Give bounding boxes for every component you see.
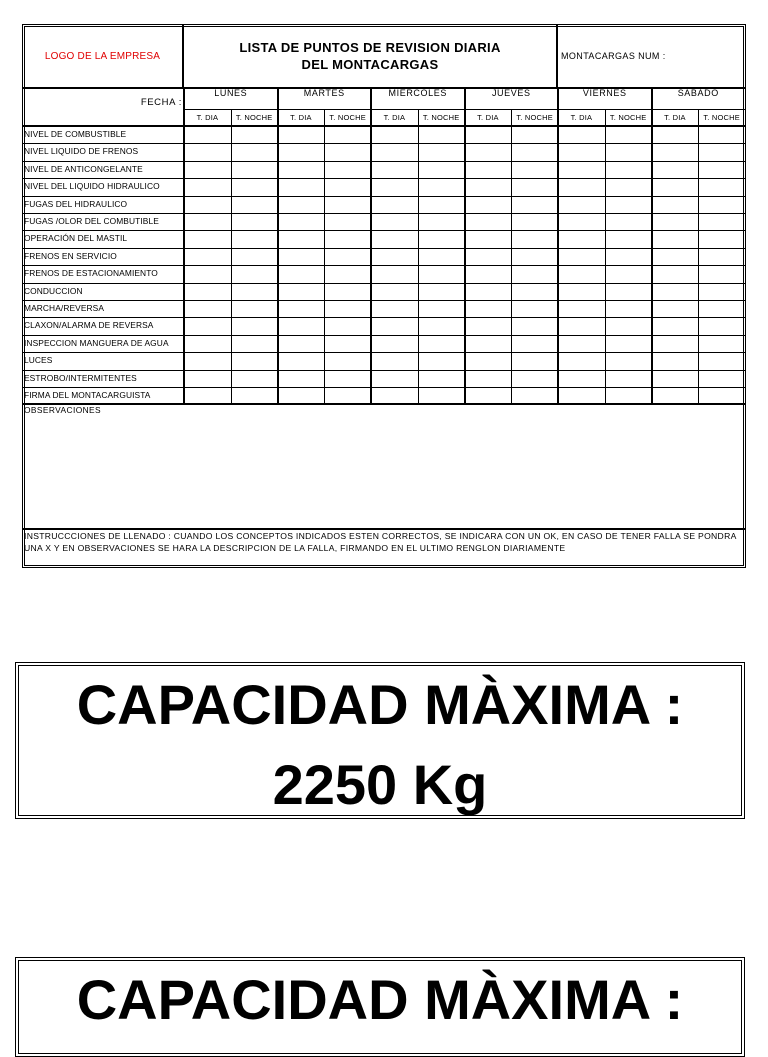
check-cell[interactable] [465,317,512,334]
shift-day-label: T. DIA [383,113,406,122]
checkpoint-label: NIVEL LIQUIDO DE FRENOS [24,146,139,157]
check-cell[interactable] [465,126,512,143]
check-cell[interactable] [465,300,512,317]
check-cell[interactable] [371,196,418,213]
check-cell[interactable] [184,213,231,230]
check-cell[interactable] [231,126,278,143]
check-cell[interactable] [371,265,418,282]
check-cell[interactable] [511,161,558,178]
shift-day-label: T. DIA [477,113,499,122]
form-title [184,25,558,87]
check-cell[interactable] [231,335,278,352]
check-cell[interactable] [324,178,371,195]
capacity-sign [15,662,745,819]
check-cell[interactable] [418,387,465,404]
check-cell[interactable] [324,283,371,300]
check-cell[interactable] [465,161,512,178]
checkpoint-label: FUGAS DEL HIDRAULICO [24,198,128,209]
check-cell[interactable] [278,335,325,352]
check-cell[interactable] [418,213,465,230]
check-cell[interactable] [511,143,558,160]
check-cell[interactable] [324,335,371,352]
check-cell[interactable] [184,178,231,195]
check-cell[interactable] [465,196,512,213]
check-cell[interactable] [698,178,745,195]
check-cell[interactable] [231,161,278,178]
check-cell[interactable] [511,213,558,230]
capacity-sign-value: 2250 Kg [272,753,488,816]
check-cell[interactable] [231,230,278,247]
check-cell[interactable] [231,387,278,404]
check-cell[interactable] [605,143,652,160]
checkpoint-label: NIVEL DE ANTICONGELANTE [24,163,143,174]
check-cell[interactable] [465,387,512,404]
check-cell[interactable] [184,335,231,352]
capacity-sign-repeat [15,957,745,1057]
check-cell[interactable] [371,143,418,160]
shift-night-label: T. NOCHE [329,113,366,122]
check-cell[interactable] [558,161,605,178]
check-cell[interactable] [231,248,278,265]
check-cell[interactable] [184,265,231,282]
check-cell[interactable] [184,230,231,247]
forklift-number-field: MONTACARGAS NUM : [561,51,666,61]
check-cell[interactable] [511,387,558,404]
check-cell[interactable] [278,352,325,369]
check-cell[interactable] [184,317,231,334]
check-cell[interactable] [418,335,465,352]
check-cell[interactable] [511,370,558,387]
shift-day-label: T. DIA [290,113,312,122]
check-cell[interactable] [698,387,745,404]
inspection-form [22,24,746,568]
check-cell[interactable] [605,248,652,265]
check-cell[interactable] [605,352,652,369]
check-cell[interactable] [324,248,371,265]
filling-instructions: INSTRUCCCIONES DE LLENADO : CUANDO LOS CONCEPTOS INDICADOS ESTEN CORRECTOS, SE INDICARA CON UN OK, EN CASO DE TENER FALLA SE PONDRA UNA X Y EN OBSERVACIONES SE HARA LA DESCRIPCION DE LA FALLA, FIRMANDO EN EL ULTIMO RENGLON DIARIAMENTE [24,531,737,553]
check-cell[interactable] [558,143,605,160]
check-cell[interactable] [652,265,699,282]
check-cell[interactable] [278,370,325,387]
check-cell[interactable] [511,283,558,300]
check-cell[interactable] [278,387,325,404]
check-cell[interactable] [371,335,418,352]
check-cell[interactable] [418,143,465,160]
form-title-line2: DEL MONTACARGAS [301,57,439,72]
check-cell[interactable] [558,178,605,195]
check-cell[interactable] [558,196,605,213]
check-cell[interactable] [324,387,371,404]
check-cell[interactable] [558,283,605,300]
shift-day-label: T. DIA [196,113,219,122]
check-cell[interactable] [652,352,699,369]
check-cell[interactable] [698,196,745,213]
check-cell[interactable] [324,265,371,282]
check-cell[interactable] [652,178,699,195]
check-cell[interactable] [558,387,605,404]
check-cell[interactable] [511,317,558,334]
check-cell[interactable] [698,248,745,265]
checkpoint-label: CLAXON/ALARMA DE REVERSA [24,320,154,331]
check-cell[interactable] [558,213,605,230]
check-cell[interactable] [324,196,371,213]
shift-night-label: T. NOCHE [703,113,740,122]
check-cell[interactable] [418,126,465,143]
day-label-2: MARTES [303,88,345,98]
observations-label: OBSERVACIONES [24,405,102,415]
check-cell[interactable] [698,317,745,334]
check-cell[interactable] [465,143,512,160]
check-cell[interactable] [558,300,605,317]
check-cell[interactable] [558,317,605,334]
check-cell[interactable] [652,248,699,265]
check-cell[interactable] [511,230,558,247]
check-cell[interactable] [605,196,652,213]
checkpoint-label: LUCES [24,355,53,366]
check-cell[interactable] [231,300,278,317]
check-cell[interactable] [511,265,558,282]
check-cell[interactable] [605,213,652,230]
check-cell[interactable] [371,317,418,334]
check-cell[interactable] [465,352,512,369]
check-cell[interactable] [605,283,652,300]
checkpoint-label: MARCHA/REVERSA [24,303,105,313]
check-cell[interactable] [652,387,699,404]
check-cell[interactable] [511,126,558,143]
day-label-5: VIERNES [582,88,627,98]
shift-night-label: T. NOCHE [235,113,273,122]
date-label: FECHA : [140,97,182,108]
check-cell[interactable] [231,178,278,195]
company-logo-placeholder: LOGO DE LA EMPRESA [23,25,184,87]
checkpoint-label: CONDUCCION [24,285,83,296]
check-cell[interactable] [371,248,418,265]
check-cell[interactable] [278,283,325,300]
check-cell[interactable] [231,196,278,213]
checkpoint-label: NIVEL DE COMBUSTIBLE [24,129,127,139]
check-cell[interactable] [652,196,699,213]
check-cell[interactable] [418,178,465,195]
shift-day-label: T. DIA [664,113,686,122]
check-cell[interactable] [371,387,418,404]
form-header [23,25,745,87]
check-cell[interactable] [652,230,699,247]
checkpoint-label: NIVEL DEL LIQUIDO HIDRAULICO [24,181,160,192]
check-cell[interactable] [231,370,278,387]
check-cell[interactable] [418,317,465,334]
check-cell[interactable] [652,283,699,300]
check-cell[interactable] [184,143,231,160]
check-cell[interactable] [605,335,652,352]
check-cell[interactable] [652,143,699,160]
check-cell[interactable] [278,265,325,282]
check-cell[interactable] [511,196,558,213]
capacity-sign-title: CAPACIDAD MÀXIMA : [76,673,684,736]
check-cell[interactable] [558,265,605,282]
check-cell[interactable] [418,300,465,317]
check-cell[interactable] [371,370,418,387]
check-cell[interactable] [184,248,231,265]
check-cell[interactable] [371,161,418,178]
check-cell[interactable] [371,352,418,369]
check-cell[interactable] [698,161,745,178]
shift-night-label: T. NOCHE [422,113,460,122]
check-cell[interactable] [605,317,652,334]
check-cell[interactable] [511,248,558,265]
checkpoint-label: FUGAS /OLOR DEL COMBUTIBLE [24,216,159,226]
check-cell[interactable] [418,283,465,300]
check-cell[interactable] [371,213,418,230]
check-cell[interactable] [371,230,418,247]
check-cell[interactable] [698,370,745,387]
check-cell[interactable] [652,213,699,230]
check-cell[interactable] [511,352,558,369]
check-cell[interactable] [324,126,371,143]
check-cell[interactable] [605,300,652,317]
check-cell[interactable] [605,126,652,143]
check-cell[interactable] [278,196,325,213]
check-cell[interactable] [231,143,278,160]
check-cell[interactable] [324,161,371,178]
check-cell[interactable] [418,230,465,247]
checkpoint-label: FIRMA DEL MONTACARGUISTA [24,390,151,400]
check-cell[interactable] [324,370,371,387]
check-cell[interactable] [231,283,278,300]
check-cell[interactable] [605,161,652,178]
check-cell[interactable] [324,317,371,334]
check-cell[interactable] [652,161,699,178]
day-label-3: MIERCOLES [388,88,447,98]
check-cell[interactable] [231,317,278,334]
check-cell[interactable] [278,230,325,247]
check-cell[interactable] [605,230,652,247]
day-label-6: SABADO [677,88,719,98]
check-cell[interactable] [418,196,465,213]
check-cell[interactable] [278,248,325,265]
check-cell[interactable] [324,213,371,230]
day-header-underline [184,109,745,110]
check-cell[interactable] [605,178,652,195]
check-cell[interactable] [511,300,558,317]
checkpoint-label: OPERACIÓN DEL MASTIL [24,233,128,244]
check-cell[interactable] [278,126,325,143]
check-cell[interactable] [324,230,371,247]
check-cell[interactable] [465,178,512,195]
checkpoint-label: FRENOS DE ESTACIONAMIENTO [24,268,158,279]
check-cell[interactable] [278,143,325,160]
check-cell[interactable] [184,283,231,300]
check-cell[interactable] [418,248,465,265]
check-cell[interactable] [652,335,699,352]
check-cell[interactable] [418,352,465,369]
check-cell[interactable] [278,178,325,195]
check-cell[interactable] [558,230,605,247]
check-cell[interactable] [465,335,512,352]
check-cell[interactable] [231,265,278,282]
checkpoint-label: FRENOS EN SERVICIO [24,250,117,261]
check-cell[interactable] [652,370,699,387]
check-cell[interactable] [698,300,745,317]
check-cell[interactable] [465,213,512,230]
day-label-1: LUNES [214,88,248,98]
check-cell[interactable] [698,335,745,352]
check-cell[interactable] [511,335,558,352]
check-cell[interactable] [558,370,605,387]
check-cell[interactable] [418,370,465,387]
check-cell[interactable] [278,213,325,230]
check-cell[interactable] [698,230,745,247]
check-cell[interactable] [324,143,371,160]
checkpoint-label: INSPECCION MANGUERA DE AGUA [24,337,169,348]
check-cell[interactable] [184,370,231,387]
check-cell[interactable] [278,161,325,178]
shift-day-label: T. DIA [570,113,593,122]
shift-night-label: T. NOCHE [609,113,647,122]
check-cell[interactable] [371,300,418,317]
form-title-line1: LISTA DE PUNTOS DE REVISION DIARIA [239,40,501,55]
check-cell[interactable] [605,370,652,387]
check-cell[interactable] [324,352,371,369]
check-cell[interactable] [231,213,278,230]
observations-divider [23,403,745,405]
check-cell[interactable] [184,161,231,178]
check-cell[interactable] [698,283,745,300]
check-cell[interactable] [184,352,231,369]
shift-night-label: T. NOCHE [516,113,553,122]
checklist-grid [23,89,745,405]
check-cell[interactable] [418,161,465,178]
check-cell[interactable] [652,317,699,334]
check-cell[interactable] [465,283,512,300]
check-cell[interactable] [605,265,652,282]
check-cell[interactable] [371,126,418,143]
capacity-sign-repeat-title: CAPACIDAD MÀXIMA : [76,968,684,1031]
check-cell[interactable] [465,265,512,282]
check-cell[interactable] [324,300,371,317]
check-cell[interactable] [184,196,231,213]
check-cell[interactable] [184,387,231,404]
check-cell[interactable] [231,352,278,369]
check-cell[interactable] [558,126,605,143]
check-cell[interactable] [418,265,465,282]
check-cell[interactable] [652,300,699,317]
day-label-4: JUEVES [491,88,531,98]
check-cell[interactable] [698,213,745,230]
checkpoint-label: ESTROBO/INTERMITENTES [24,372,137,383]
check-cell[interactable] [465,370,512,387]
check-cell[interactable] [698,265,745,282]
check-cell[interactable] [605,387,652,404]
check-cell[interactable] [698,126,745,143]
check-cell[interactable] [652,126,699,143]
check-cell[interactable] [184,126,231,143]
check-cell[interactable] [465,248,512,265]
check-cell[interactable] [511,178,558,195]
check-cell[interactable] [278,300,325,317]
check-cell[interactable] [184,300,231,317]
check-cell[interactable] [278,317,325,334]
check-cell[interactable] [698,352,745,369]
check-cell[interactable] [558,352,605,369]
check-cell[interactable] [371,283,418,300]
check-cell[interactable] [698,143,745,160]
check-cell[interactable] [465,230,512,247]
check-cell[interactable] [558,335,605,352]
check-cell[interactable] [371,178,418,195]
check-cell[interactable] [558,248,605,265]
